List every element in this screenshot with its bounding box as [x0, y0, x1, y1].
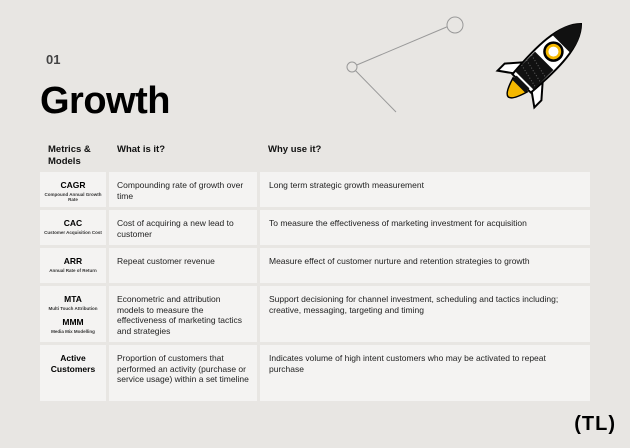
metric-cell [40, 210, 106, 245]
why-cell: Indicates volume of high intent customers who may be activated to repeat purchase [260, 345, 590, 401]
table-row [40, 210, 590, 245]
why-cell: Support decisioning for channel investment, scheduling and tactics including; creative, messaging, targeting and timing [260, 286, 590, 342]
table-row [40, 345, 590, 401]
table-row [40, 248, 590, 283]
what-cell: Cost of acquiring a new lead to customer [109, 210, 257, 245]
metric-abbr: MTA [64, 294, 82, 304]
why-cell: To measure the effectiveness of marketing investment for acquisition [260, 210, 590, 245]
header-what: What is it? [117, 144, 166, 155]
what-cell: Repeat customer revenue [109, 248, 257, 283]
metric-cell [40, 172, 106, 207]
what-cell: Econometric and attribution models to measure the effectiveness of marketing tactics and strategies [109, 286, 257, 342]
metric-abbr: CAGR [60, 180, 86, 190]
metric-abbr: CAC [63, 218, 83, 228]
page-number: 01 [46, 52, 61, 67]
table-header [40, 142, 590, 172]
metric-full: Multi Touch Attribution [48, 305, 98, 311]
metric-abbr: MMM [62, 317, 84, 327]
metric-cell [40, 345, 106, 401]
header-metrics: Metrics & Models [48, 144, 91, 167]
rocket-icon [490, 10, 600, 115]
metric-abbr: ARR [63, 256, 83, 266]
metrics-table [40, 172, 590, 404]
brand-logo: (TL) [574, 413, 616, 435]
metric-full: Customer Acquisition Cost [44, 229, 102, 235]
why-cell: Measure effect of customer nurture and retention strategies to growth [260, 248, 590, 283]
metric-abbr: Active Customers [50, 353, 96, 374]
metric-cell [40, 248, 106, 283]
table-row [40, 286, 590, 342]
metric-cell [40, 286, 106, 342]
decoration [330, 10, 630, 120]
metric-full: Media Mix Modelling [51, 328, 95, 334]
what-cell: Compounding rate of growth over time [109, 172, 257, 207]
metric-full: Annual Rate of Return [49, 267, 97, 273]
what-cell: Proportion of customers that performed an activity (purchase or service usage) within a set timeline [109, 345, 257, 401]
network-line-icon [347, 17, 463, 112]
metric-full: Compound Annual Growth Rate [44, 191, 102, 202]
why-cell: Long term strategic growth measurement [260, 172, 590, 207]
header-why: Why use it? [268, 144, 322, 155]
table-row [40, 172, 590, 207]
page-title: Growth [40, 80, 170, 122]
